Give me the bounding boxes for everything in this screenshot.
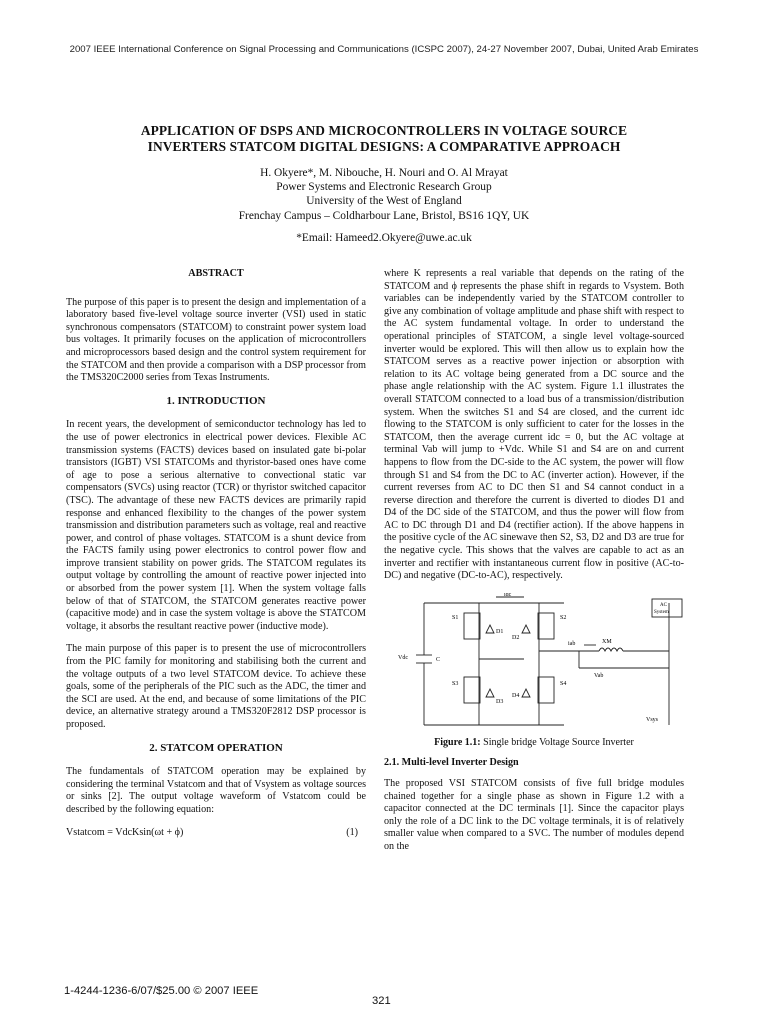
figure-label-d1: D1: [496, 628, 504, 635]
abstract-heading: ABSTRACT: [188, 268, 244, 279]
figure-label-c: C: [436, 656, 441, 663]
right-column: [384, 268, 684, 864]
equation-1: [66, 827, 366, 840]
introduction-paragraph-1: In recent years, the development of semiconductor technology has led to the use of power electronics in electrical power devices. Flexible AC transmission systems (FACTS) devices based on insulated gate bi-polar transistors (IGBT) VSI STATCOMs and thyristor-based ones have come of age to pose a serious alternative to convectional static var compensators (SVCs) using reactor (TCR) or thyristor switched capacitor (TSC). The advantage of these new FACTS devices are primarily rapid response and enhanced flexibility to the changes of the power system transmission and distribution parameters such as voltage, real and reactive power, and control of phase voltages. STATCOM is a shunt device from the FACTS family using power electronics to control power flow and improve transient stability on power grids. The STATCOM regulates its output voltage by controlling the amount of reactive power injected into or absorbed from the power system [1]. When the system voltage falls below of that of STATCOM, the STATCOM generates reactive power (capacitive mode) and in case the system voltage is above the STATCOM voltage, it absorbs the resultant reactive power (inductive mode).: [66, 419, 366, 632]
figure-vsi-circuit: [384, 593, 684, 735]
figure-label-d2: D2: [512, 634, 520, 641]
introduction-paragraph-2: The main purpose of this paper is to present the use of microcontrollers from the PIC family for monitoring and stabilising both the current and the voltage outputs of a two level STATCOM device. To achieve these goals, some of the peripherals of the PIC such as the ADC, the timer and the SCI are used. At the end, and because of some limitations of the PIC device, an alternative strategy around a TMS320F2812 DSP processor is proposed.: [66, 643, 366, 730]
left-column: [66, 268, 366, 839]
figure-label-vsys: Vsys: [646, 716, 659, 723]
figure-label-d4: D4: [512, 692, 520, 699]
figure-label-ac: AC: [660, 602, 667, 608]
right-paragraph-1: where K represents a real variable that depends on the rating of the STATCOM and ϕ represents the phase shift in regards to Vsystem. Both variables can be independently varied by the STATCOM controller to give any combination of voltage amplitude and phase shift with respect to the AC system fundamental voltage. In order to understand the operational principles of STATCOM, a single level voltage-sourced inverter would be explored. This will then allow us to explain how the STATCOM serves as a reactive power injection or absorption with relation to its AC voltage being generated from a DC source and the phase angle relationship with the AC system. Figure 1.1 illustrates the overall STATCOM connected to a load bus of a transmission/distribution system. When the switches S1 and S4 are closed, and the current idc flowing to the STATCOM is only sufficient to cater for the losses in the STATCOM, then the average current idc = 0, but the AC voltage at terminal Vab will jump to +Vdc. While S1 and S4 are on and current happens to flow from the DC-side to the AC system, the power will flow through S1 and S4 from the DC to AC (inverter action). However, if the current reverses from AC to DC then S1 and S4 cannot conduct in a reverse direction and therefore the current is diverted to diodes D1 and D4 of the DC side of the STATCOM, and thus the power will flow from AC to DC through D1 and D4 (rectifier action). If the above happens in the positive cycle of the AC sinewave then S2, S3, D2 and D3 are true for the negative cycle. This shows that the valves are capable to act as an inverter and rectifier with instantaneous current flow in positive (AC-to-DC) and negative (DC-to-AC), respectively.: [384, 268, 684, 582]
figure-label-s3: S3: [452, 680, 459, 687]
affiliation-line-3: Frenchay Campus – Coldharbour Lane, Bristol, BS16 1QY, UK: [238, 209, 530, 222]
figure-label-iab: iab: [568, 640, 576, 647]
title-line-2: INVERTERS STATCOM DIGITAL DESIGNS: A COMPARATIVE APPROACH: [147, 139, 621, 154]
equation-number: (1): [346, 826, 358, 838]
figure-label-s2: S2: [560, 614, 567, 621]
title-line-1: APPLICATION OF DSPS AND MICROCONTROLLERS IN VOLTAGE SOURCE: [140, 123, 628, 138]
introduction-heading: 1. INTRODUCTION: [166, 394, 266, 407]
affiliation-line-2: University of the West of England: [306, 195, 462, 208]
figure-label-d3: D3: [496, 698, 504, 705]
equation-text: Vstatcom = VdcKsin(ωt + ϕ): [66, 826, 184, 838]
figure-label-system: System: [654, 609, 669, 615]
author-names: H. Okyere*, M. Nibouche, H. Nouri and O. Al Mrayat: [260, 167, 508, 179]
figure-caption: [384, 737, 684, 750]
paper-title: [40, 123, 728, 155]
figure-label-xm: XM: [602, 638, 612, 645]
figure-label-vdc: Vdc: [398, 654, 408, 661]
conference-header: 2007 IEEE International Conference on Signal Processing and Communications (ICSPC 2007), 24-27 November 2007, Dubai, United Arab Emirates: [69, 44, 699, 55]
figure-caption-label: Figure 1.1:: [434, 736, 481, 748]
subsection-heading: 2.1. Multi-level Inverter Design: [384, 757, 519, 769]
right-paragraph-2: The proposed VSI STATCOM consists of five full bridge modules chained together for a single phase as shown in Figure 1.2 with a capacitor connected at the DC terminals [1]. Since the capacitor plays only the role of a DC link to the DC voltage terminals, it is of relatively smaller value when compared to a SVC. The number of modules depend on the: [384, 778, 684, 852]
author-block: [100, 166, 668, 245]
footer-isbn: 1-4244-1236-6/07/$25.00 © 2007 IEEE: [64, 985, 259, 997]
figure-caption-text: Single bridge Voltage Source Inverter: [480, 736, 634, 748]
statcom-operation-paragraph: The fundamentals of STATCOM operation may be explained by considering the terminal Vstatcom and that of Vsystem as voltage sources or sinks [2]. The output voltage waveform of Vstatcom could be described by the following equation:: [66, 766, 366, 815]
statcom-operation-heading: 2. STATCOM OPERATION: [149, 741, 283, 754]
page-number: 321: [372, 995, 391, 1007]
author-email: *Email: Hameed2.Okyere@uwe.ac.uk: [296, 231, 472, 244]
figure-label-vab: Vab: [594, 672, 604, 679]
figure-label-s4: S4: [560, 680, 567, 687]
figure-label-idc: idc: [504, 592, 512, 598]
figure-label-s1: S1: [452, 614, 459, 621]
affiliation-line-1: Power Systems and Electronic Research Group: [276, 181, 492, 194]
abstract-text: The purpose of this paper is to present the design and implementation of a laboratory based five-level voltage source inverter (VSI) used in static synchronous compensators (STATCOM) to constraint power system load bus voltages. It primarily focuses on the application of microcontrollers and microprocessors based design and the control system requirement for the STATCOM and then provide a comparison with a DSP processor from the TMS320C2000 series from Texas Instruments.: [66, 296, 366, 384]
